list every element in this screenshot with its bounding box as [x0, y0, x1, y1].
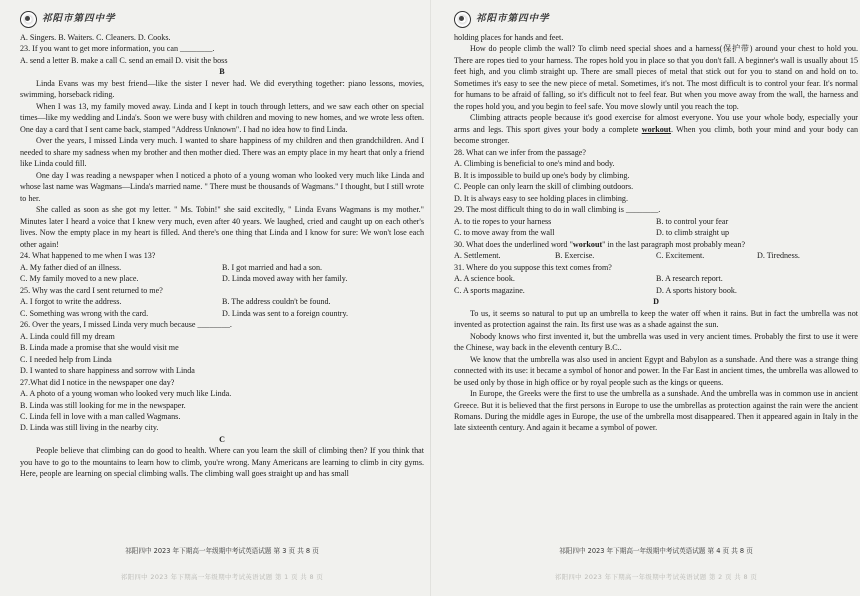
- q25-stem: 25. Why was the card I sent returned to me?: [20, 285, 163, 295]
- q26-option-a: A. Linda could fill my dream: [20, 331, 115, 341]
- q31-options: [454, 285, 858, 296]
- q30-underlined-word: workout: [572, 239, 603, 249]
- school-emblem-icon: [454, 11, 471, 28]
- page-footer: 祁阳四中 2023 年下期高一年级期中考试英语试题 第 3 页 共 8 页: [125, 546, 319, 555]
- section-b-heading: B: [219, 67, 225, 77]
- q29-option-b: B. to control your fear: [656, 216, 729, 226]
- section-c-heading: C: [219, 434, 225, 444]
- q24-option-c: C. My family moved to a new place.: [20, 274, 139, 284]
- q24-options: [20, 262, 424, 273]
- passage-d-paragraph: In Europe, the Greeks were the first to use the umbrella as a sunshade. And the umbrella was in common use in ancient Greece. But it is believed that the first persons in Europe to use the umbrellas as protection against the rain were the ancient Romans. During the middle ages in Europe, the use of the umbrella most disappeared. Then it appeared again in Italy in the late sixteenth century. And again it became a symbol of power.: [454, 389, 858, 433]
- q31-options: [454, 273, 858, 284]
- page-header: [20, 0, 424, 32]
- passage-d-paragraph: To us, it seems so natural to put up an umbrella to keep the water off when it rains. But in fact the umbrella was not invented as protection against the rain. Its first use was as a shade against the sun.: [454, 308, 858, 330]
- q27-option-a: A. A photo of a young woman who looked very much like Linda.: [20, 389, 232, 399]
- q24-stem: 24. What happened to me when I was 13?: [20, 251, 156, 261]
- q29-option-c: C. to move away from the wall: [454, 228, 555, 238]
- q27-option-b: B. Linda was still looking for me in the newspaper.: [20, 400, 186, 410]
- passage-b-paragraph: She called as soon as she got my letter. " Ms. Tobin!" she said excitedly, " Linda Evans Wagmans is my mother." Minutes later I heard a voice that I knew very much, even after 40 years. We laughed, cried and caught up on each other's lives. Now the empty place in my heart is filled. And there's one thing that Linda and I know for sure: We won't lose each other again!: [20, 205, 424, 249]
- q22-options: A. Singers. B. Waiters. C. Cleaners. D. Cooks.: [20, 33, 171, 42]
- school-name: 祁阳市第四中学: [476, 13, 550, 25]
- passage-b-paragraph: One day I was reading a newspaper when I noticed a photo of a young woman who looked very much like Linda and whose last name was Wagmans—Linda's married name. " There must be thousands of Wagmans." I thought, but I still wrote to her.: [20, 170, 424, 203]
- q25-options: [20, 308, 424, 319]
- bleed-through-text: 祁阳四中 2023 年下期高一年级期中考试英语试题 第 1 页 共 8 页: [120, 572, 324, 581]
- q30-options: [454, 250, 858, 261]
- q30-option-c: C. Excitement.: [656, 251, 705, 261]
- q29-option-d: D. to climb straight up: [656, 228, 730, 238]
- q26-stem: 26. Over the years, I missed Linda very much because ________.: [20, 320, 232, 330]
- underlined-word: workout: [641, 124, 671, 134]
- passage-c-paragraph: People believe that climbing can do good to health. Where can you learn the skill of climbing then? If you think that you have to go to the mountains to learn how to climb, you're wrong. Many Americans are learning to climb in city gyms. Here, people are learning on special climbing walls. The climbing wall goes straight up and has small: [20, 446, 424, 479]
- q30-option-d: D. Tiredness.: [757, 251, 800, 261]
- q24-option-b: B. I got married and had a son.: [222, 262, 323, 272]
- q31-option-c: C. A sports magazine.: [454, 285, 525, 295]
- bleed-through-text: 祁阳四中 2023 年下期高一年级期中考试英语试题 第 2 页 共 8 页: [554, 572, 758, 581]
- section-d-heading: D: [653, 297, 659, 307]
- page-gutter: [430, 0, 431, 596]
- passage-c-paragraph: How do people climb the wall? To climb need special shoes and a harness(保护带) around your chest to hold you. There are ropes tied to your harness. The ropes hold you in place so that you don't fall. A beginner's wall is usually about 15 feet high, and you climb straight up. There are small pieces of metal that stick out for you to stand on and hold on to. Sometimes it's easy to see the new piece of metal. Sometimes, it's not. The most difficult is to control your fear. It's normal for humans to be afraid of falling, so it's difficult not to feel fear. But when you move away from the wall, the harness and the ropes hold you, and you begin to feel safe. You move slowly until you reach the top.: [454, 44, 858, 111]
- q27-option-d: D. Linda was still living in the nearby city.: [20, 423, 159, 433]
- q27-stem: 27.What did I notice in the newspaper one day?: [20, 377, 175, 387]
- q24-option-d: D. Linda moved away with her family.: [222, 274, 348, 284]
- q26-option-b: B. Linda made a promise that she would visit me: [20, 343, 179, 353]
- passage-b-paragraph: Over the years, I missed Linda very much. I wanted to share happiness of my children and then grandchildren. And I needed to share my sadness when my brother and then mother died. There was an empty place in my heart that only a friend like Linda could fill.: [20, 136, 424, 169]
- q30-stem-text: 30. What does the underlined word ": [454, 239, 573, 249]
- q31-option-a: A. A science book.: [454, 274, 515, 284]
- q28-stem: 28. What can we infer from the passage?: [454, 147, 586, 157]
- q27-option-c: C. Linda fell in love with a man called Wagmans.: [20, 411, 181, 421]
- passage-d-paragraph: Nobody knows who first invented it, but the umbrella was used in very ancient times. Probably the first to use it were the Chinese, way back in the eleventh century B.C..: [454, 331, 858, 353]
- q26-option-c: C. I needed help from Linda: [20, 354, 112, 364]
- q25-options: [20, 296, 424, 307]
- q28-option-a: A. Climbing is beneficial to one's mind and body.: [454, 159, 615, 169]
- page-3: [20, 0, 424, 596]
- page-header: [454, 0, 858, 32]
- q29-stem: 29. The most difficult thing to do in wall climbing is ________.: [454, 205, 661, 215]
- q30-stem: [454, 239, 858, 250]
- q23-options: A. send a letter B. make a call C. send an email D. visit the boss: [20, 55, 228, 65]
- passage-b-paragraph: Linda Evans was my best friend—like the sister I never had. We did everything together: piano lessons, movies, swimming, horseback riding.: [20, 78, 424, 100]
- passage-c-text: Climbing attracts people because it's good exercise for almost everyone. You use your whole body, especially your arms and legs. This sport gives your body a complete: [454, 113, 858, 134]
- q29-option-a: A. to tie ropes to your harness: [454, 216, 552, 226]
- page-footer: 祁阳四中 2023 年下期高一年级期中考试英语试题 第 4 页 共 8 页: [559, 546, 753, 555]
- passage-c-paragraph: [454, 112, 858, 146]
- q30-option-b: B. Exercise.: [555, 251, 595, 261]
- q29-options: [454, 227, 858, 238]
- school-name: 祁阳市第四中学: [42, 13, 116, 25]
- passage-b-paragraph: When I was 13, my family moved away. Linda and I kept in touch through letters, and we saw each other on special times—like my wedding and Linda's. Soon we were busy with children and moving to new homes, and we wrote less often. One day a card that I sent came back, stamped "Address Unknown". I had no idea how to find Linda.: [20, 101, 424, 134]
- q31-stem: 31. Where do you suppose this text comes from?: [454, 262, 612, 272]
- q31-option-d: D. A sports history book.: [656, 285, 737, 295]
- q25-option-d: D. Linda was sent to a foreign country.: [222, 308, 349, 318]
- q29-options: [454, 216, 858, 227]
- passage-c-text: . When you climb, both your mind and your body can become stronger.: [454, 124, 858, 146]
- q28-option-c: C. People can only learn the skill of climbing outdoors.: [454, 182, 634, 192]
- q26-option-d: D. I wanted to share happiness and sorrow with Linda: [20, 366, 195, 376]
- q31-option-b: B. A research report.: [656, 274, 723, 284]
- q30-stem-text: " in the last paragraph most probably mean?: [602, 239, 746, 249]
- q23-stem: 23. If you want to get more information, you can ________.: [20, 44, 215, 54]
- school-emblem-icon: [20, 11, 37, 28]
- q30-option-a: A. Settlement.: [454, 251, 501, 261]
- q28-option-b: B. It is impossible to build up one's body by climbing.: [454, 170, 630, 180]
- q25-option-b: B. The address couldn't be found.: [222, 297, 331, 307]
- passage-d-paragraph: We know that the umbrella was also used in ancient Egypt and Babylon as a sunshade. And there was a strange thing connected with its use: it became a symbol of honor and power. In the Far East in ancient times, the umbrella was allowed to be used only by those in high office or by royal people such as the kings or queens.: [454, 354, 858, 387]
- q24-options: [20, 273, 424, 284]
- q25-option-c: C. Something was wrong with the card.: [20, 308, 149, 318]
- page-4: [454, 0, 858, 596]
- q28-option-d: D. It is always easy to see holding places in climbing.: [454, 193, 628, 203]
- q24-option-a: A. My father died of an illness.: [20, 262, 122, 272]
- passage-c-continuation: holding places for hands and feet.: [454, 33, 564, 42]
- q25-option-a: A. I forgot to write the address.: [20, 297, 122, 307]
